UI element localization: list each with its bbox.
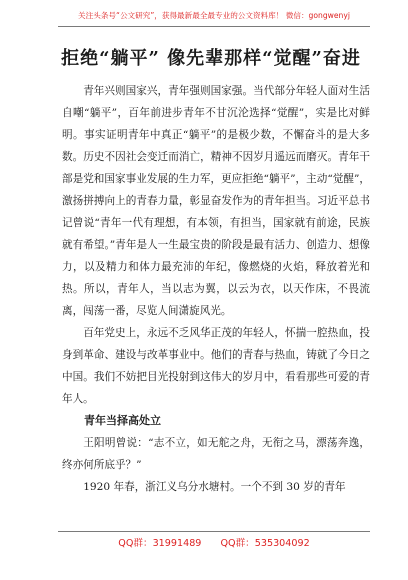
paragraph-3: 王阳明曾说：“志不立，如无舵之舟，无衔之马，漂荡奔逸，终亦何所底乎？” bbox=[62, 437, 370, 471]
paragraph-1: 青年兴则国家兴，青年强则国家强。当代部分年轻人面对生活自嘲“躺平”，百年前进步青年不甘沉沦选择“觉醒”，实是比对鲜明。事实证明青年中真正“躺平”的是极少数，不懈奋斗的是大多数。历史不因社会变迁而消亡，精神不因岁月遥远而磨灭。青年干部是党和国家事业发展的生力军，更应拒绝“躺平”，主动“觉醒”，激扬拼搏向上的青春力量，彰显奋发作为的青年担当。习近平总书记曾说“青年一代有理想，有本领，有担当，国家就有前途，民族就有希望。”青年是人一生最宝贵的阶段是最有活力、创造力、想像力，以及精力和体力最充沛的年纪，像燃烧的火焰，释放着光和热。所以，青年人，当以志为翼，以云为衣，以天作床，不畏流离，闯荡一番，尽览人间潇旋风光。 bbox=[62, 85, 370, 317]
paragraph-4: 1920 年春，浙江义乌分水塘村。一个不到 30 岁的青年 bbox=[83, 481, 346, 493]
header-promo-text: 关注头条号“公文研究”，获得最新最全最专业的公文资料库！ 微信：gongwenyj bbox=[78, 11, 350, 20]
footer-qq-group-1: QQ群：31991489 bbox=[118, 538, 202, 549]
footer-contact bbox=[58, 535, 370, 549]
footer-qq-group-2: QQ群：535304092 bbox=[220, 538, 310, 549]
page-header bbox=[58, 8, 370, 27]
section-subheading: 青年当择高处立 bbox=[84, 414, 161, 427]
paragraph-2: 百年党史上，永远不乏风华正茂的年轻人，怀揣一腔热血，投身到革命、建设与改革事业中。他们的青春与热血，铸就了今日之中国。我们不妨把目光投射到这伟大的岁月中，看看那些可爱的青年人。 bbox=[62, 327, 370, 405]
document-body bbox=[62, 80, 370, 498]
page-footer bbox=[58, 531, 370, 549]
document-title: 拒绝“躺平” 像先辈那样“觉醒”奋进 bbox=[61, 48, 361, 69]
